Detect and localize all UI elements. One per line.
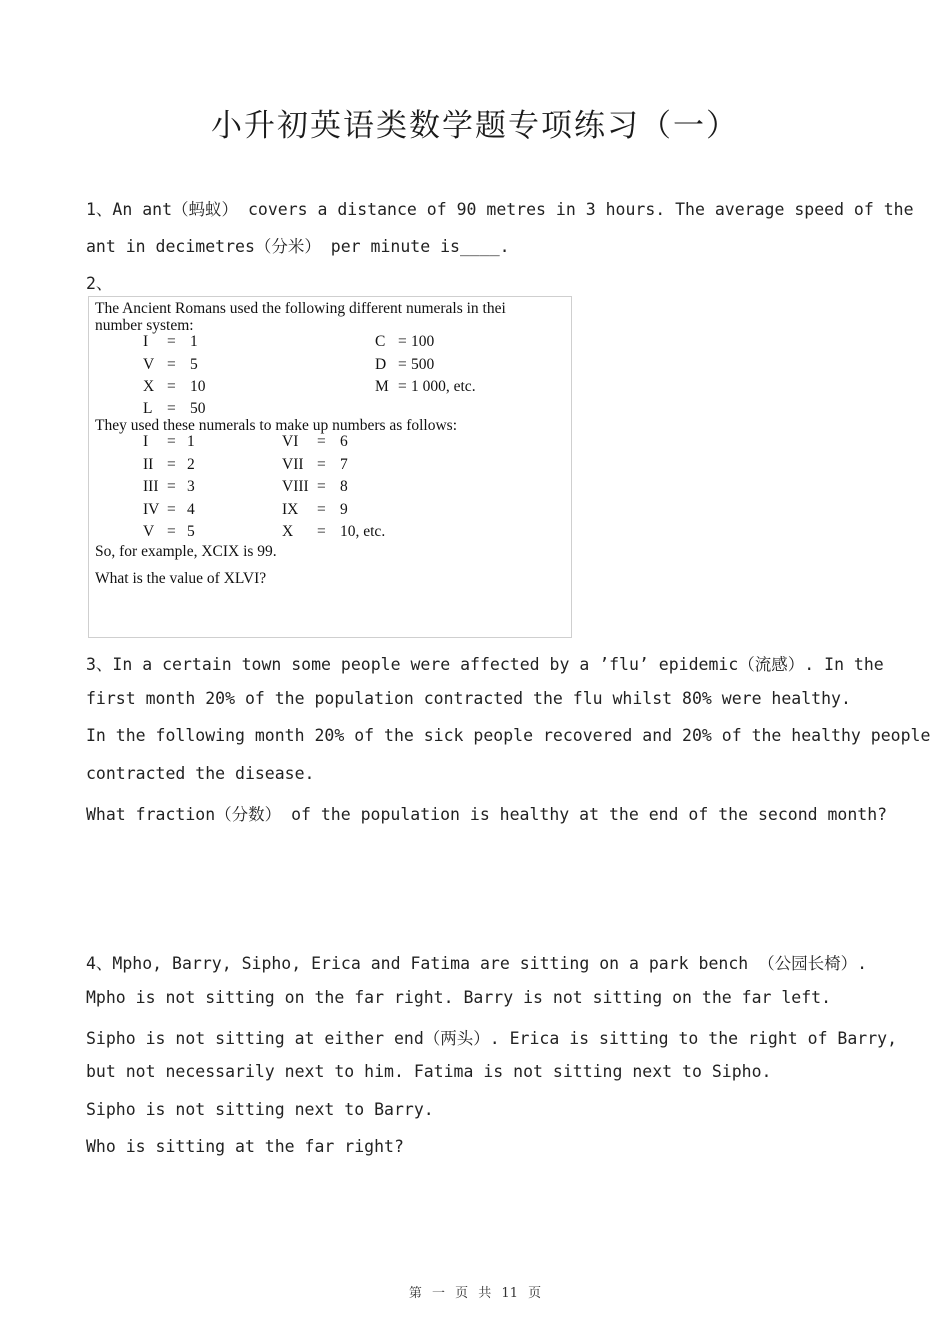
numeral-value: 5 bbox=[190, 356, 198, 373]
composed-equals: = bbox=[167, 523, 176, 540]
q3-line-3: In the following month 20% of the sick people recovered and 20% of the healthy people bbox=[86, 726, 931, 745]
composed-symbol: IV bbox=[143, 501, 160, 518]
numeral-symbol: X bbox=[143, 378, 155, 395]
composed-value: 7 bbox=[340, 456, 348, 473]
numeral-symbol: V bbox=[143, 356, 155, 373]
q4-line-1: 4、Mpho, Barry, Sipho, Erica and Fatima are sitting on a park bench （公园长椅）. bbox=[86, 954, 868, 973]
composed-value: 3 bbox=[187, 478, 195, 495]
q3-line-1: 3、In a certain town some people were affected by a ’flu’ epidemic（流感）. In the bbox=[86, 655, 884, 674]
numeral-equals: = bbox=[167, 400, 176, 417]
numeral-symbol: L bbox=[143, 400, 153, 417]
q3-line-2: first month 20% of the population contracted the flu whilst 80% were healthy. bbox=[86, 689, 851, 708]
numeral-symbol: M bbox=[375, 378, 389, 395]
composed-symbol: III bbox=[143, 478, 159, 495]
numeral-symbol: C bbox=[375, 333, 386, 350]
composed-equals: = bbox=[317, 478, 326, 495]
numeral-equals: = bbox=[398, 356, 407, 373]
q3-line-4: contracted the disease. bbox=[86, 764, 315, 783]
roman-intro-line-2: number system: bbox=[95, 317, 194, 334]
composed-value: 4 bbox=[187, 501, 195, 518]
page-title: 小升初英语类数学题专项练习（一） bbox=[211, 108, 739, 144]
roman-example: So, for example, XCIX is 99. bbox=[95, 543, 277, 560]
q1-line-2: ant in decimetres（分米） per minute is____. bbox=[86, 237, 510, 256]
composed-equals: = bbox=[317, 523, 326, 540]
composed-equals: = bbox=[167, 501, 176, 518]
numeral-equals: = bbox=[398, 333, 407, 350]
composed-equals: = bbox=[317, 456, 326, 473]
composed-equals: = bbox=[167, 456, 176, 473]
roman-intro-line-3: They used these numerals to make up numbers as follows: bbox=[95, 417, 458, 434]
composed-value: 1 bbox=[187, 433, 195, 450]
roman-question: What is the value of XLVI? bbox=[95, 570, 267, 587]
numeral-value: 100 bbox=[411, 333, 435, 350]
composed-equals: = bbox=[317, 433, 326, 450]
numeral-value: 50 bbox=[190, 400, 206, 417]
composed-equals: = bbox=[167, 478, 176, 495]
composed-symbol: II bbox=[143, 456, 154, 473]
composed-symbol: I bbox=[143, 433, 149, 450]
composed-value: 2 bbox=[187, 456, 195, 473]
composed-value: 9 bbox=[340, 501, 348, 518]
q1-line-1: 1、An ant（蚂蚁） covers a distance of 90 metres in 3 hours. The average speed of the bbox=[86, 200, 914, 219]
composed-value: 8 bbox=[340, 478, 348, 495]
numeral-equals: = bbox=[167, 333, 176, 350]
numeral-value: 1 000, etc. bbox=[411, 378, 476, 395]
numeral-equals: = bbox=[167, 378, 176, 395]
page-footer: 第 一 页 共 11 页 bbox=[408, 1286, 542, 1301]
composed-symbol: VI bbox=[282, 433, 299, 450]
composed-value: 5 bbox=[187, 523, 195, 540]
composed-symbol: VII bbox=[282, 456, 304, 473]
composed-value: 10, etc. bbox=[340, 523, 386, 540]
numeral-equals: = bbox=[167, 356, 176, 373]
numeral-value: 10 bbox=[190, 378, 206, 395]
q4-line-6: Who is sitting at the far right? bbox=[86, 1137, 404, 1156]
q2-label: 2、 bbox=[86, 274, 113, 293]
composed-symbol: X bbox=[282, 523, 294, 540]
roman-intro-line-1: The Ancient Romans used the following different numerals in thei bbox=[95, 300, 506, 317]
composed-equals: = bbox=[167, 433, 176, 450]
composed-symbol: VIII bbox=[282, 478, 309, 495]
numeral-value: 1 bbox=[190, 333, 198, 350]
composed-value: 6 bbox=[340, 433, 348, 450]
q4-line-2: Mpho is not sitting on the far right. Barry is not sitting on the far left. bbox=[86, 988, 832, 1007]
numeral-symbol: I bbox=[143, 333, 149, 350]
q4-line-3: Sipho is not sitting at either end（两头）. Erica is sitting to the right of Barry, bbox=[86, 1029, 898, 1048]
q4-line-5: Sipho is not sitting next to Barry. bbox=[86, 1100, 434, 1119]
q4-line-4: but not necessarily next to him. Fatima is not sitting next to Sipho. bbox=[86, 1062, 772, 1081]
composed-equals: = bbox=[317, 501, 326, 518]
composed-symbol: V bbox=[143, 523, 155, 540]
roman-numerals-image bbox=[88, 296, 572, 638]
numeral-equals: = bbox=[398, 378, 407, 395]
numeral-value: 500 bbox=[411, 356, 435, 373]
q3-line-5: What fraction（分数） of the population is healthy at the end of the second month? bbox=[86, 805, 888, 824]
composed-symbol: IX bbox=[282, 501, 299, 518]
numeral-symbol: D bbox=[375, 356, 387, 373]
